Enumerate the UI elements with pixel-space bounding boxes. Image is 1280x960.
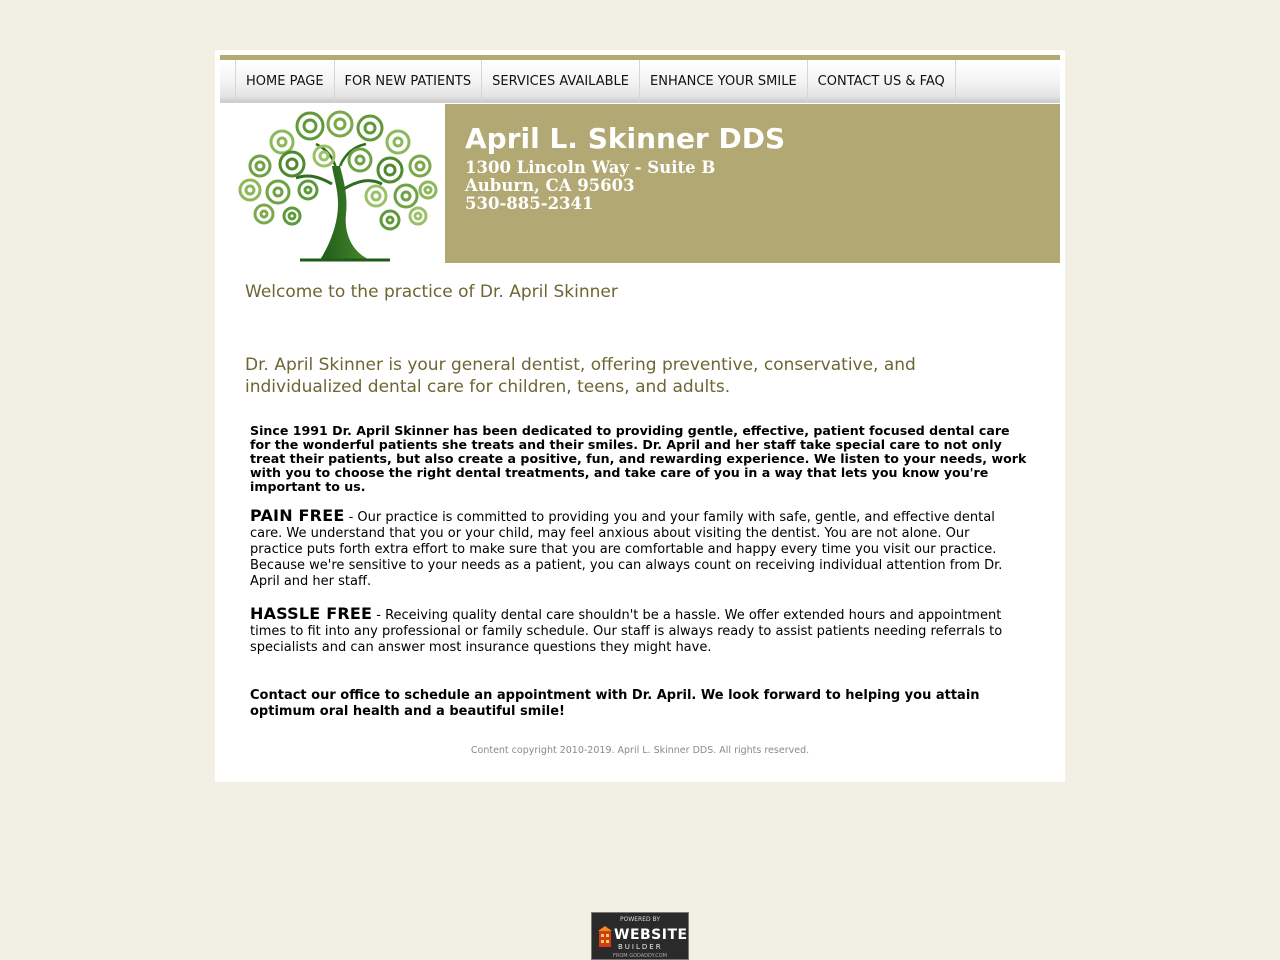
intro-text: Dr. April Skinner is your general dentist, offering preventive, conservative, and individualized dental care for children, teens, and adults. bbox=[245, 355, 916, 397]
pain-free-paragraph bbox=[250, 508, 1025, 590]
page-container bbox=[215, 50, 1065, 782]
badge-powered-by: POWERED BY bbox=[619, 916, 660, 923]
copyright-notice: Content copyright 2010-2019. April L. Skinner DDS. All rights reserved. bbox=[470, 745, 810, 756]
nav-item-enhance-your-smile[interactable]: ENHANCE YOUR SMILE bbox=[639, 60, 808, 102]
header-info-band bbox=[445, 104, 1060, 263]
hassle-free-heading: HASSLE FREE bbox=[250, 604, 373, 623]
practice-name: April L. Skinner DDS bbox=[465, 122, 786, 155]
logo bbox=[220, 104, 445, 263]
nav-item-services-available[interactable]: SERVICES AVAILABLE bbox=[481, 60, 640, 102]
nav-item-home-page[interactable]: HOME PAGE bbox=[235, 60, 335, 102]
address-line-2: Auburn, CA 95603 bbox=[465, 176, 635, 195]
badge-building-icon bbox=[597, 925, 613, 949]
address-line-1: 1300 Lincoln Way - Suite B bbox=[465, 158, 716, 177]
nav-item-for-new-patients[interactable]: FOR NEW PATIENTS bbox=[334, 60, 483, 102]
nav-item-contact-us-faq[interactable]: CONTACT US & FAQ bbox=[807, 60, 956, 102]
hassle-free-paragraph bbox=[250, 606, 1025, 656]
pain-free-text: - Our practice is committed to providing you and your family with safe, gentle, and effective dental care. We understand that you or your child, may feel anxious about visiting the dentist. You are not alone. Our practice puts forth extra effort to make sure that you are comfortable and happy every time you visit our practice. Because we're sensitive to your needs as a patient, you can always count on receiving individual attention from Dr. April and her staff. bbox=[250, 510, 1003, 589]
swirl-tree-logo-icon bbox=[220, 104, 445, 263]
pain-free-heading: PAIN FREE bbox=[250, 506, 345, 525]
badge-word-website: WEBSITE bbox=[614, 927, 688, 943]
website-builder-badge[interactable] bbox=[591, 912, 689, 960]
since-1991-paragraph: Since 1991 Dr. April Skinner has been dedicated to providing gentle, effective, patient focused dental care for the wonderful patients she treats and their smiles. Dr. April and her staff take special care to not only treat their patients, but also create a positive, fun, and rewarding experience. We listen to your needs, work with you to choose the right dental treatments, and take care of you in a way that lets you know you're important to us. bbox=[250, 423, 1027, 494]
main-navigation bbox=[220, 60, 1060, 103]
phone-number: 530-885-2341 bbox=[465, 194, 594, 213]
hassle-free-text: - Receiving quality dental care shouldn't be a hassle. We offer extended hours and appointment times to fit into any professional or family schedule. Our staff is always ready to assist patients needing referrals to specialists and can answer most insurance questions they might have. bbox=[250, 608, 1003, 655]
badge-from-text: FROM GODADDY.COM bbox=[613, 953, 667, 959]
site-header bbox=[220, 104, 1060, 263]
welcome-heading: Welcome to the practice of Dr. April Skinner bbox=[245, 282, 618, 302]
contact-paragraph: Contact our office to schedule an appointment with Dr. April. We look forward to helping you attain optimum oral health and a beautiful smile! bbox=[250, 688, 980, 719]
badge-word-builder: BUILDER bbox=[618, 943, 663, 951]
